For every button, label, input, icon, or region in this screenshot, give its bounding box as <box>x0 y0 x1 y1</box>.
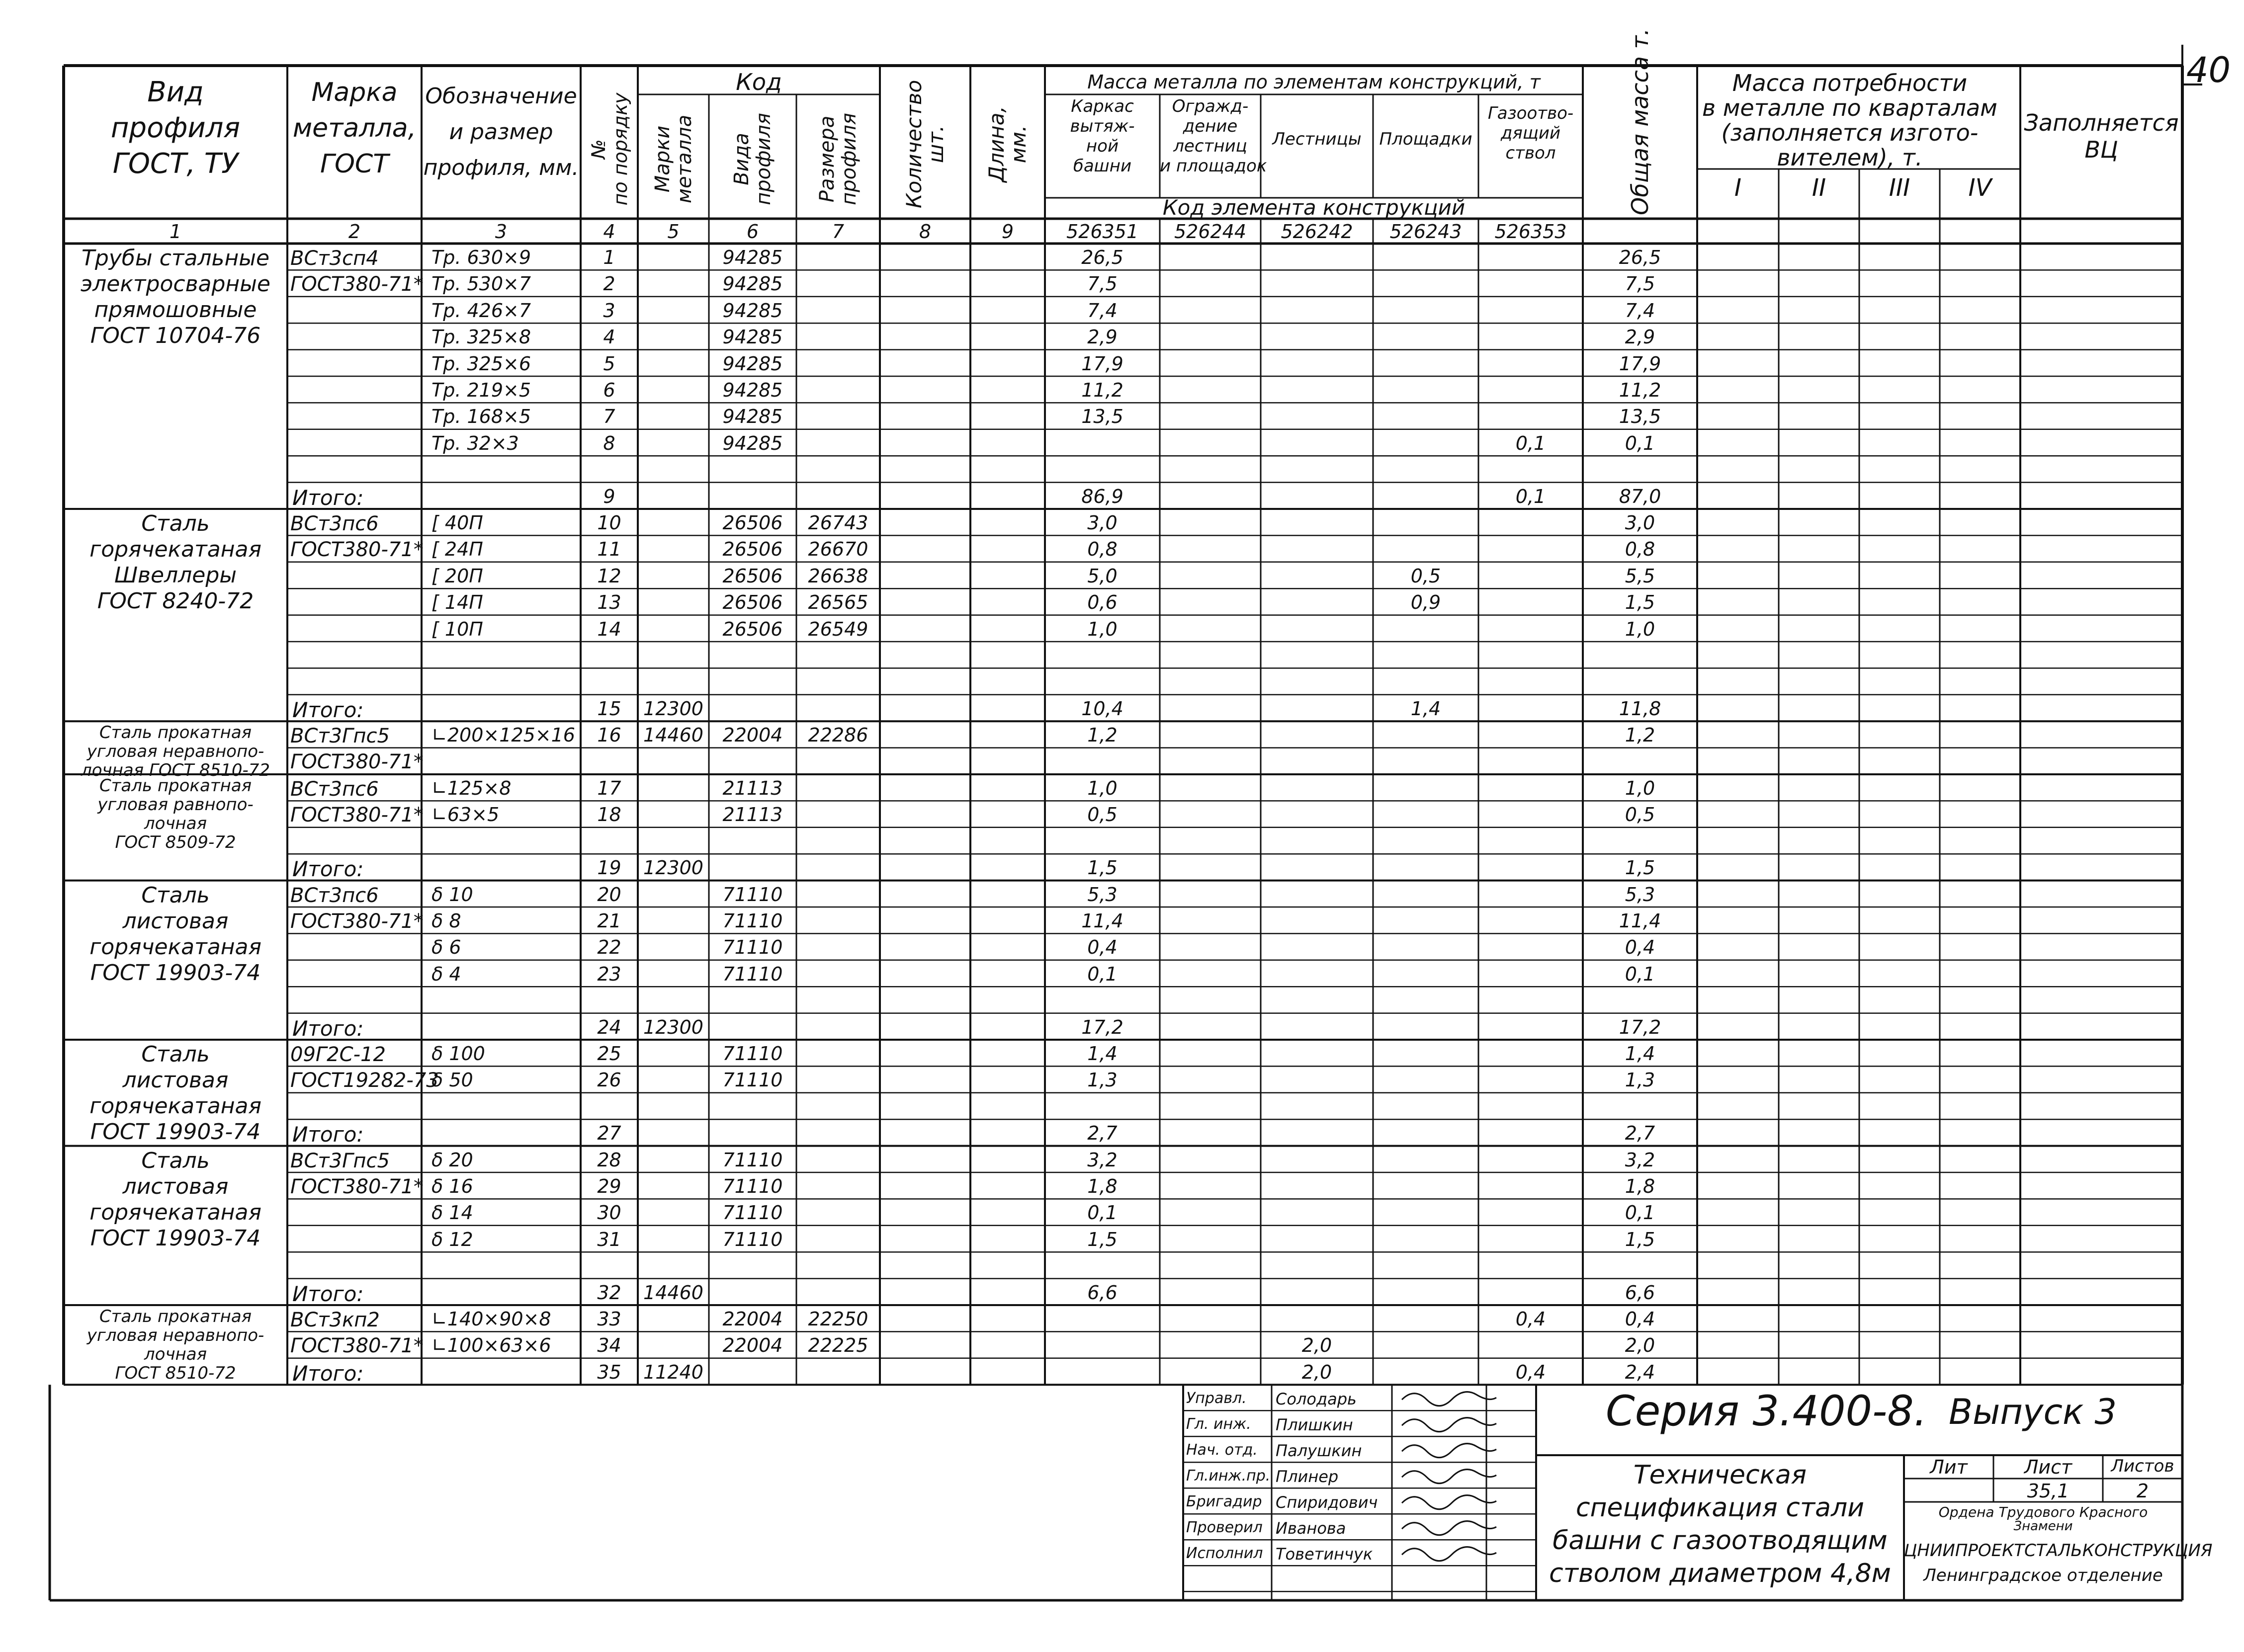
profile-designation: ∟140×90×8 <box>432 1308 551 1330</box>
header-order-number: № по порядку <box>587 92 631 206</box>
profile-designation: [ 40П <box>432 512 483 534</box>
header-profile-type: Вид профиля ГОСТ, ТУ <box>110 76 241 180</box>
total-mass: 6,6 <box>1625 1281 1655 1304</box>
profile-designation: Тр. 325×8 <box>432 326 531 348</box>
mass-frame: 17,9 <box>1081 352 1123 375</box>
element-code: 526351 <box>1066 221 1139 243</box>
order-number: 28 <box>597 1149 621 1171</box>
profile-kind-code: 94285 <box>722 352 783 375</box>
profile-designation: δ 4 <box>432 963 461 985</box>
profile-kind-code: 94285 <box>722 299 783 322</box>
stamp-role: Исполнил <box>1186 1545 1263 1563</box>
subtotal-label: Итого: <box>292 1361 364 1386</box>
subtotal-label: Итого: <box>292 1016 364 1041</box>
order-number: 23 <box>597 963 621 985</box>
order-number: 18 <box>597 804 621 826</box>
order-number: 11 <box>597 538 621 561</box>
group-title: Сталь листовая горячекатаная ГОСТ 19903-74 <box>89 1148 261 1251</box>
order-number: 8 <box>603 432 615 454</box>
total-mass: 2,0 <box>1625 1334 1655 1357</box>
order-number: 2 <box>603 273 615 295</box>
total-mass: 11,4 <box>1619 910 1661 932</box>
column-number: 2 <box>348 221 361 243</box>
element-code: 526242 <box>1281 221 1353 243</box>
profile-kind-code: 71110 <box>722 963 783 985</box>
column-number: 7 <box>832 221 845 243</box>
header-total-mass: Общая масса т. <box>1627 28 1653 215</box>
profile-kind-code: 71110 <box>722 910 783 932</box>
group-steel-grade: 09Г2С-12 ГОСТ19282-73 <box>290 1043 439 1092</box>
order-number: 12 <box>597 565 621 587</box>
column-number: 6 <box>746 221 759 243</box>
mass-frame: 13,5 <box>1081 406 1123 428</box>
profile-kind-code: 94285 <box>722 406 783 428</box>
column-number: 5 <box>667 221 680 243</box>
order-number: 6 <box>603 379 615 401</box>
stamp-sheets-value: 2 <box>2136 1480 2149 1502</box>
stamp-sheet-value: 35,1 <box>2027 1480 2070 1502</box>
mass-frame: 7,5 <box>1087 273 1118 295</box>
metal-code: 14460 <box>643 1281 703 1304</box>
order-number: 33 <box>597 1308 621 1330</box>
profile-designation: ∟100×63×6 <box>432 1334 551 1357</box>
order-number: 7 <box>603 406 615 428</box>
header-quantity: Количество шт. <box>902 80 948 209</box>
mass-frame: 1,2 <box>1087 724 1118 746</box>
stamp-org-name: ЦНИИПРОЕКТСТАЛЬКОНСТРУКЦИЯ <box>1904 1541 2213 1561</box>
mass-frame: 0,1 <box>1087 1202 1118 1224</box>
stamp-name: Иванова <box>1276 1519 1346 1538</box>
group-title: Сталь листовая горячекатаная ГОСТ 19903-74 <box>89 882 261 986</box>
group-steel-grade: ВСт3кп2 ГОСТ380-71* <box>290 1309 424 1357</box>
profile-kind-code: 26506 <box>722 565 783 587</box>
element-code: 526244 <box>1174 221 1247 243</box>
signature-mark <box>1402 1521 1496 1535</box>
total-mass: 0,4 <box>1625 1308 1655 1330</box>
profile-kind-code: 94285 <box>722 326 783 348</box>
order-number: 19 <box>597 857 621 879</box>
mass-frame: 1,4 <box>1087 1043 1118 1065</box>
profile-size-code: 22250 <box>808 1308 868 1330</box>
stamp-name: Плишкин <box>1276 1415 1353 1435</box>
profile-designation: Тр. 325×6 <box>432 352 531 375</box>
stamp-role: Проверил <box>1186 1519 1263 1537</box>
stamp-document-title: Техническая спецификация стали башни с газоотводящим стволом диаметром 4,8м <box>1549 1460 1891 1588</box>
header-code-profile-size: Размера профиля <box>816 113 861 205</box>
mass-frame: 5,0 <box>1087 565 1118 587</box>
profile-designation: [ 10П <box>432 618 483 640</box>
mass-frame: 86,9 <box>1081 485 1123 507</box>
order-number: 14 <box>597 618 621 640</box>
metal-code: 12300 <box>643 857 703 879</box>
mass-platforms: 0,9 <box>1410 591 1441 614</box>
header-designation: Обозначение и размер профиля, мм. <box>423 83 579 180</box>
profile-designation: δ 14 <box>432 1202 473 1224</box>
mass-platforms: 0,5 <box>1410 565 1441 587</box>
quarter-number: III <box>1889 174 1910 202</box>
total-mass: 87,0 <box>1619 485 1661 507</box>
total-mass: 0,1 <box>1625 432 1655 454</box>
stamp-name: Спиридович <box>1276 1493 1378 1512</box>
order-number: 16 <box>597 724 621 746</box>
order-number: 31 <box>597 1228 621 1250</box>
profile-kind-code: 71110 <box>722 883 783 906</box>
header-filled-by: Заполняется ВЦ <box>2024 109 2179 163</box>
group-title: Сталь прокатная угловая равнопо- лочная ГОСТ 8509-72 <box>97 776 254 852</box>
profile-designation: δ 16 <box>432 1175 473 1197</box>
group-title: Сталь прокатная угловая неравнопо- лочная ГОСТ 8510-72 <box>81 723 270 781</box>
mass-frame: 0,4 <box>1087 936 1118 959</box>
total-mass: 11,8 <box>1619 697 1661 720</box>
profile-size-code: 26638 <box>808 565 868 587</box>
profile-kind-code: 71110 <box>722 936 783 959</box>
column-number: 1 <box>169 221 182 243</box>
mass-frame: 1,5 <box>1087 857 1118 879</box>
order-number: 1 <box>603 247 615 268</box>
total-mass: 1,5 <box>1625 1228 1655 1250</box>
profile-kind-code: 71110 <box>722 1043 783 1065</box>
total-mass: 1,2 <box>1625 724 1655 746</box>
total-mass: 26,5 <box>1619 247 1661 268</box>
header-mass-group: Масса металла по элементам конструкций, т <box>1087 71 1541 93</box>
group-title: Трубы стальные электросварные прямошовные ГОСТ 10704-76 <box>81 246 270 348</box>
mass-frame: 1,0 <box>1087 618 1118 640</box>
header-length: Длина, мм. <box>984 106 1031 182</box>
profile-designation: δ 10 <box>432 883 473 906</box>
total-mass: 7,4 <box>1625 299 1655 322</box>
profile-designation: ∟63×5 <box>432 804 500 826</box>
profile-designation: [ 24П <box>432 538 483 561</box>
header-mass-fencing: Огражд- дение лестниц и площадок <box>1160 96 1267 176</box>
profile-designation: δ 100 <box>432 1043 485 1065</box>
order-number: 34 <box>597 1334 621 1357</box>
header-element-code: Код элемента конструкций <box>1162 195 1466 220</box>
total-mass: 0,5 <box>1625 804 1655 826</box>
header-mass-flue: Газоотво- дящий ствол <box>1487 103 1574 163</box>
metal-code: 14460 <box>643 724 703 746</box>
signature-mark <box>1402 1495 1496 1509</box>
subtotal-label: Итого: <box>292 1122 364 1147</box>
total-mass: 1,5 <box>1625 857 1655 879</box>
group-title: Сталь листовая горячекатаная ГОСТ 19903-74 <box>89 1042 261 1145</box>
total-mass: 1,8 <box>1625 1175 1655 1197</box>
total-mass: 0,1 <box>1625 963 1655 985</box>
order-number: 3 <box>603 299 615 322</box>
profile-designation: δ 50 <box>432 1069 473 1091</box>
total-mass: 0,8 <box>1625 538 1655 561</box>
order-number: 24 <box>597 1016 621 1038</box>
mass-frame: 3,2 <box>1087 1149 1118 1171</box>
group-steel-grade: ВСт3пс6 ГОСТ380-71* <box>290 512 424 561</box>
profile-kind-code: 94285 <box>722 432 783 454</box>
profile-kind-code: 22004 <box>722 724 783 746</box>
profile-designation: [ 14П <box>432 591 483 614</box>
profile-designation: δ 20 <box>432 1149 473 1171</box>
total-mass: 0,4 <box>1625 936 1655 959</box>
stamp-sheet-label: Лист <box>2024 1456 2072 1478</box>
order-number: 17 <box>597 777 621 799</box>
order-number: 30 <box>597 1202 621 1224</box>
profile-kind-code: 71110 <box>722 1175 783 1197</box>
column-number: 4 <box>603 221 615 243</box>
metal-code: 12300 <box>643 1016 703 1038</box>
mass-frame: 1,8 <box>1087 1175 1118 1197</box>
header-code-metal: Марки металла <box>651 114 696 204</box>
stamp-role: Управл. <box>1186 1390 1247 1407</box>
mass-flue: 0,4 <box>1515 1361 1546 1383</box>
total-mass: 5,3 <box>1625 883 1655 906</box>
header-quarter-mass: Масса потребности в металле по кварталам (заполняется изгото- вителем), т. <box>1702 70 1997 171</box>
mass-frame: 1,0 <box>1087 777 1118 799</box>
profile-kind-code: 22004 <box>722 1334 783 1357</box>
mass-frame: 1,3 <box>1087 1069 1118 1091</box>
mass-frame: 26,5 <box>1081 247 1123 268</box>
profile-kind-code: 94285 <box>722 273 783 295</box>
element-code: 526243 <box>1389 221 1462 243</box>
stamp-sheets-label: Листов <box>2111 1456 2174 1476</box>
mass-frame: 0,1 <box>1087 963 1118 985</box>
stamp-org-branch: Ленинградское отделение <box>1923 1566 2163 1585</box>
profile-designation: Тр. 168×5 <box>432 406 531 428</box>
profile-designation: δ 8 <box>432 910 461 932</box>
profile-kind-code: 71110 <box>722 1202 783 1224</box>
signature-mark <box>1402 1547 1496 1561</box>
total-mass: 2,4 <box>1625 1361 1655 1383</box>
profile-designation: Тр. 219×5 <box>432 379 531 401</box>
profile-kind-code: 26506 <box>722 512 783 534</box>
stamp-lit-label: Лит <box>1930 1456 1968 1478</box>
profile-designation: δ 12 <box>432 1228 473 1250</box>
order-number: 10 <box>597 512 621 534</box>
group-steel-grade: ВСт3пс6 ГОСТ380-71* <box>290 778 424 826</box>
subtotal-label: Итого: <box>292 1281 364 1306</box>
stamp-role: Гл. инж. <box>1186 1415 1251 1433</box>
total-mass: 5,5 <box>1625 565 1655 587</box>
column-number: 3 <box>495 221 508 243</box>
profile-size-code: 26565 <box>808 591 868 614</box>
stamp-name: Палушкин <box>1276 1441 1362 1461</box>
total-mass: 3,2 <box>1625 1149 1655 1171</box>
profile-kind-code: 94285 <box>722 379 783 401</box>
profile-designation: ∟125×8 <box>432 777 512 799</box>
order-number: 26 <box>597 1069 621 1091</box>
signature-mark <box>1402 1444 1496 1458</box>
total-mass: 1,3 <box>1625 1069 1655 1091</box>
stamp-role: Нач. отд. <box>1186 1441 1258 1459</box>
stamp-role: Гл.инж.пр. <box>1186 1467 1271 1485</box>
column-number: 8 <box>919 221 932 243</box>
profile-kind-code: 22004 <box>722 1308 783 1330</box>
total-mass: 3,0 <box>1625 512 1655 534</box>
mass-stairs: 2,0 <box>1301 1361 1332 1383</box>
stamp-series: Серия 3.400-8. <box>1606 1387 1927 1435</box>
group-steel-grade: ВСт3сп4 ГОСТ380-71* <box>290 247 424 296</box>
group-title: Сталь горячекатаная Швеллеры ГОСТ 8240-72 <box>89 511 261 614</box>
stamp-org-line: Знамени <box>2013 1519 2073 1534</box>
mass-frame: 0,6 <box>1087 591 1118 614</box>
order-number: 15 <box>597 697 621 720</box>
profile-size-code: 22225 <box>808 1334 868 1357</box>
mass-flue: 0,4 <box>1515 1308 1546 1330</box>
header-metal-grade: Марка металла, ГОСТ <box>292 78 417 179</box>
mass-flue: 0,1 <box>1515 432 1546 454</box>
profile-size-code: 26743 <box>808 512 868 534</box>
total-mass: 13,5 <box>1619 406 1661 428</box>
order-number: 22 <box>597 936 621 959</box>
total-mass: 1,4 <box>1625 1043 1655 1065</box>
group-steel-grade: ВСт3пс6 ГОСТ380-71* <box>290 884 424 933</box>
profile-kind-code: 21113 <box>722 804 783 826</box>
metal-code: 12300 <box>643 697 703 720</box>
stamp-name: Плинер <box>1276 1467 1339 1487</box>
profile-size-code: 26549 <box>808 618 868 640</box>
total-mass: 17,9 <box>1619 352 1661 375</box>
order-number: 5 <box>603 352 615 375</box>
quarter-number: IV <box>1968 174 1992 202</box>
order-number: 20 <box>597 883 621 906</box>
total-mass: 7,5 <box>1625 273 1655 295</box>
profile-designation: δ 6 <box>432 936 461 959</box>
mass-frame: 0,5 <box>1087 804 1118 826</box>
order-number: 21 <box>597 910 621 932</box>
column-number: 9 <box>1001 221 1014 243</box>
mass-frame: 3,0 <box>1087 512 1118 534</box>
total-mass: 17,2 <box>1619 1016 1661 1038</box>
profile-kind-code: 71110 <box>722 1228 783 1250</box>
order-number: 27 <box>597 1122 621 1145</box>
order-number: 35 <box>597 1361 621 1383</box>
mass-frame: 2,9 <box>1087 326 1118 348</box>
mass-frame: 0,8 <box>1087 538 1118 561</box>
stamp-issue: Выпуск 3 <box>1949 1392 2117 1432</box>
stamp-name: Солодарь <box>1276 1390 1357 1409</box>
group-steel-grade: ВСт3Гпс5 ГОСТ380-71* <box>290 1149 424 1198</box>
profile-kind-code: 94285 <box>722 247 783 268</box>
order-number: 13 <box>597 591 621 614</box>
metal-code: 11240 <box>643 1361 703 1383</box>
profile-kind-code: 26506 <box>722 538 783 561</box>
total-mass: 1,5 <box>1625 591 1655 614</box>
mass-frame: 17,2 <box>1081 1016 1123 1038</box>
group-steel-grade: ВСт3Гпс5 ГОСТ380-71* <box>290 725 424 774</box>
group-title: Сталь прокатная угловая неравнопо- лочная ГОСТ 8510-72 <box>86 1307 264 1383</box>
total-mass: 2,7 <box>1625 1122 1655 1145</box>
profile-size-code: 22286 <box>808 724 868 746</box>
total-mass: 11,2 <box>1619 379 1661 401</box>
profile-designation: Тр. 630×9 <box>432 247 531 268</box>
stamp-name: Товетинчук <box>1276 1545 1373 1564</box>
profile-kind-code: 21113 <box>722 777 783 799</box>
profile-designation: Тр. 530×7 <box>432 273 531 295</box>
signature-mark <box>1402 1418 1496 1432</box>
order-number: 9 <box>603 485 615 507</box>
profile-kind-code: 26506 <box>722 618 783 640</box>
profile-kind-code: 26506 <box>722 591 783 614</box>
mass-flue: 0,1 <box>1515 485 1546 507</box>
mass-frame: 6,6 <box>1087 1281 1118 1304</box>
quarter-number: II <box>1812 174 1826 202</box>
subtotal-label: Итого: <box>292 697 364 722</box>
profile-designation: Тр. 32×3 <box>432 432 519 454</box>
mass-frame: 10,4 <box>1081 697 1123 720</box>
profile-designation: ∟200×125×16 <box>432 724 575 746</box>
mass-frame: 1,5 <box>1087 1228 1118 1250</box>
profile-designation: Тр. 426×7 <box>432 299 531 322</box>
header-mass-stairs: Лестницы <box>1272 129 1362 149</box>
profile-size-code: 26670 <box>808 538 868 561</box>
mass-frame: 7,4 <box>1087 299 1118 322</box>
total-mass: 1,0 <box>1625 618 1655 640</box>
order-number: 25 <box>597 1043 621 1065</box>
mass-platforms: 1,4 <box>1410 697 1441 720</box>
signature-mark <box>1402 1470 1496 1484</box>
profile-kind-code: 71110 <box>722 1149 783 1171</box>
header-code-profile-kind: Вида профиля <box>730 113 775 205</box>
header-code-group: Код <box>736 69 782 95</box>
mass-frame: 11,4 <box>1081 910 1123 932</box>
stamp-role: Бригадир <box>1186 1493 1262 1511</box>
total-mass: 1,0 <box>1625 777 1655 799</box>
profile-designation: [ 20П <box>432 565 483 587</box>
mass-stairs: 2,0 <box>1301 1334 1332 1357</box>
profile-kind-code: 71110 <box>722 1069 783 1091</box>
signature-mark <box>1402 1392 1496 1406</box>
header-mass-platforms: Площадки <box>1379 129 1472 149</box>
total-mass: 0,1 <box>1625 1202 1655 1224</box>
order-number: 29 <box>597 1175 621 1197</box>
subtotal-label: Итого: <box>292 485 364 510</box>
total-mass: 2,9 <box>1625 326 1655 348</box>
order-number: 32 <box>597 1281 621 1304</box>
subtotal-label: Итого: <box>292 857 364 882</box>
mass-frame: 5,3 <box>1087 883 1118 906</box>
mass-frame: 2,7 <box>1087 1122 1118 1145</box>
mass-frame: 11,2 <box>1081 379 1123 401</box>
quarter-number: I <box>1734 174 1742 202</box>
header-mass-frame: Каркас вытяж- ной башни <box>1070 96 1135 176</box>
stamp-org-line: Ордена Трудового Красного <box>1938 1504 2148 1520</box>
element-code: 526353 <box>1494 221 1567 243</box>
page-number: 40 <box>2186 50 2231 90</box>
order-number: 4 <box>603 326 615 348</box>
